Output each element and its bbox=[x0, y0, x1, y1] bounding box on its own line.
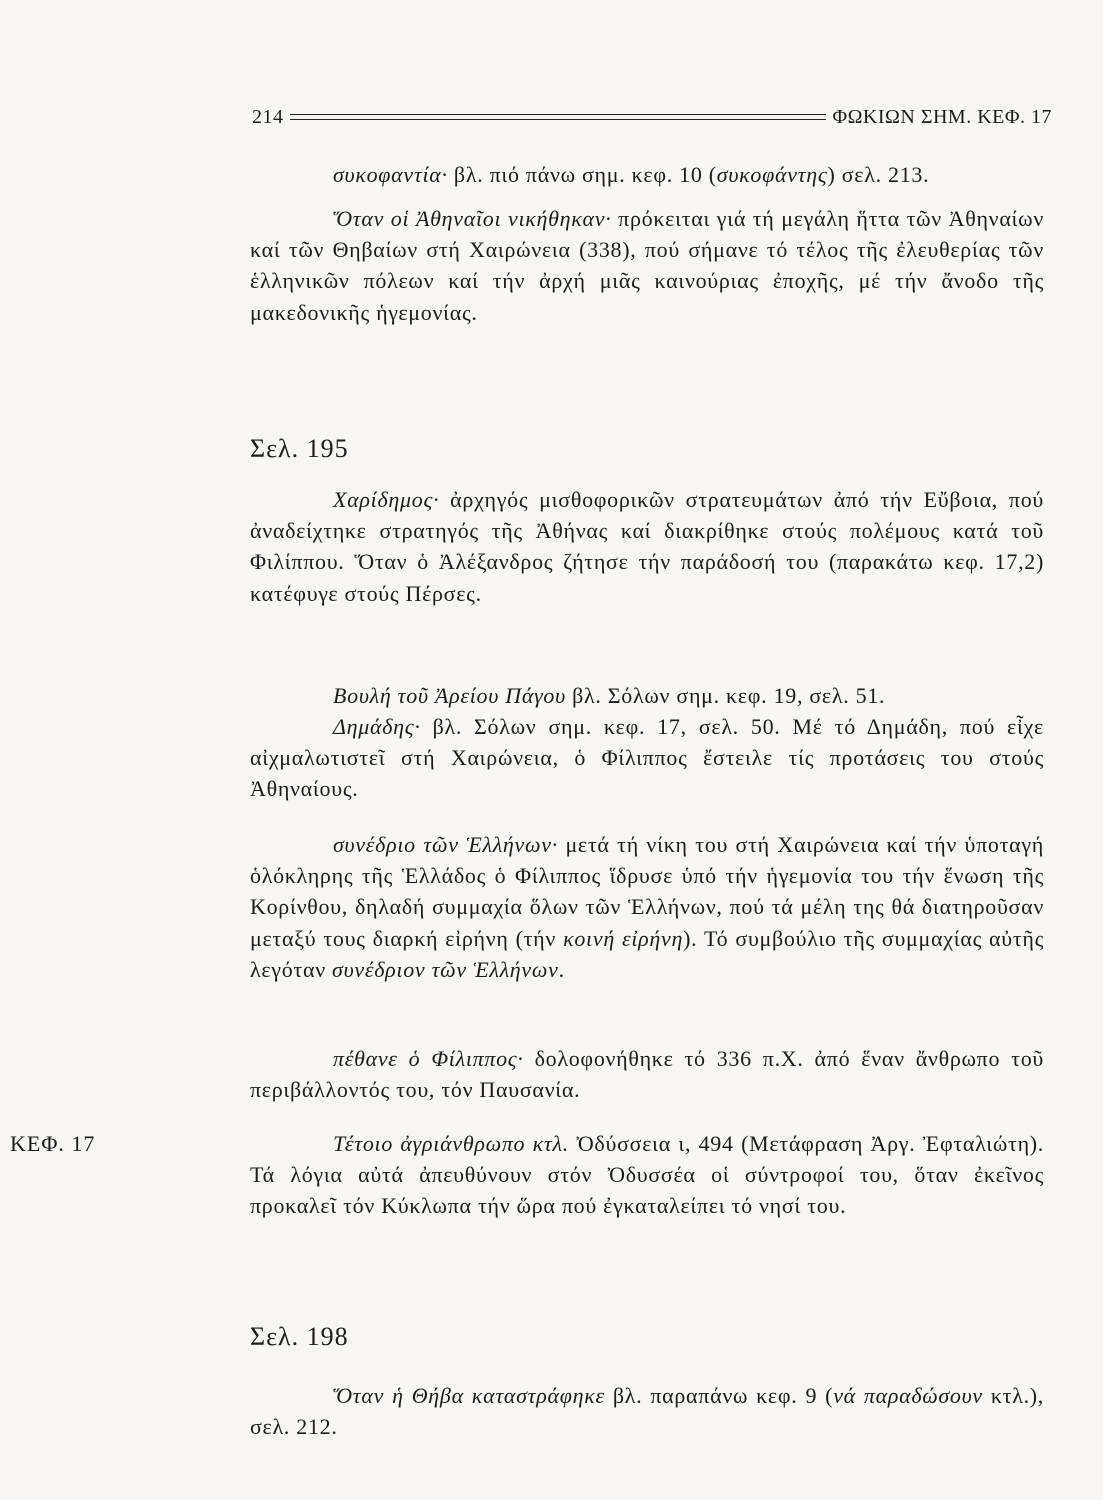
note-thebes-destroyed bbox=[250, 1380, 1044, 1442]
header-double-rule bbox=[290, 114, 827, 120]
note-text: . bbox=[558, 956, 565, 982]
note-term: νά παραδώσουν bbox=[833, 1383, 983, 1408]
note-paragraph bbox=[250, 829, 1044, 985]
note-text: βλ. Σόλων σημ. κεφ. 17, σελ. 50. Μέ τό Δημάδη, πού εἶχε αἰχμαλωτιστεῖ στή Χαιρώνεια, ὁ Φίλιππος ἔστειλε τίς προτάσεις του στούς Ἀθηναίους. bbox=[250, 714, 1044, 802]
note-term: Ὅταν ἡ Θήβα καταστράφηκε bbox=[333, 1383, 605, 1408]
section-heading-198: Σελ. 198 bbox=[250, 1322, 349, 1351]
note-demades bbox=[250, 711, 1044, 805]
running-title: ΦΩΚΙΩΝ ΣΗΜ. ΚΕΦ. 17 bbox=[832, 105, 1052, 128]
note-text: βλ. παραπάνω κεφ. 9 ( bbox=[604, 1383, 834, 1408]
note-philip-died bbox=[250, 1043, 1044, 1105]
note-term: Τέτοιο ἀγριάνθρωπο κτλ. bbox=[333, 1131, 569, 1156]
note-paragraph bbox=[250, 484, 1044, 609]
note-text: Ὀδύσσεια ι, 494 (Μετάφραση Ἀργ. Ἐφταλιώτη). Τά λόγια αὐτά ἀπευθύνουν στόν Ὀδυσσέα οἱ σύντροφοί του, ὅταν ἐκεῖνος προκαλεῖ τόν Κύκλωπα τήν ὥρα πού ἐγκαταλείπει τό νησί του. bbox=[250, 1131, 1045, 1219]
note-text: μετά τή νίκη του στή Χαιρώνεια καί τήν ὑποταγή ὁλόκληρης τῆς Ἑλλάδος ὁ Φίλιππος ἵδρυσε ὑπό τήν ἡγεμονία του τήν ἕνωση τῆς Κορίνθου, δηλαδή συμμαχία ὅλων τῶν Ἑλλήνων, πού τά μέλη της θά διατηροῦσαν μεταξύ τους διαρκή εἰρήνη (τήν bbox=[250, 832, 1044, 951]
margin-chapter-label: ΚΕΦ. 17 bbox=[10, 1131, 96, 1156]
note-term: συνέδριον τῶν Ἑλλήνων bbox=[332, 956, 559, 982]
note-text: ἀρχηγός μισθοφορικῶν στρατευμάτων ἀπό τήν Εὔβοια, πού ἀναδείχτηκε στρατηγός τῆς Ἀθήνας καί διακρίθηκε στούς πολέμους κατά τοῦ Φιλίππου. Ὅταν ὁ Ἀλέξανδρος ζήτησε τήν παράδοσή του (παρακάτω κεφ. 17,2) κατέφυγε στούς Πέρσες. bbox=[250, 487, 1044, 606]
note-paragraph bbox=[250, 203, 1044, 328]
note-paragraph bbox=[250, 1043, 1044, 1105]
note-text: πρόκειται γιά τή μεγάλη ἥττα τῶν Ἀθηναίων καί τῶν Θηβαίων στή Χαιρώνεια (338), πού σήμανε τό τέλος τῆς ἐλευθερίας τῶν ἑλληνικῶν πόλεων καί τήν ἀρχή μιᾶς καινούριας ἐποχῆς, μέ τήν ἄνοδο τῆς μακεδονικῆς ἡγεμονίας. bbox=[250, 206, 1044, 325]
note-term: συκοφάντης bbox=[716, 162, 828, 187]
note-text: κτλ.), σελ. 212. bbox=[250, 1383, 1044, 1440]
section-heading-195: Σελ. 195 bbox=[250, 434, 349, 463]
page-number: 214 bbox=[252, 105, 284, 128]
note-term: κοινή εἰρήνη bbox=[563, 925, 684, 951]
note-term: πέθανε ὁ Φίλιππος· bbox=[333, 1046, 524, 1071]
note-synedrion bbox=[250, 829, 1044, 985]
note-text: δολοφονήθηκε τό 336 π.Χ. ἀπό ἕναν ἄνθρωπο τοῦ περιβάλλοντός του, τόν Παυσανία. bbox=[250, 1046, 1044, 1103]
note-athenians-defeated bbox=[250, 203, 1044, 328]
running-header bbox=[252, 102, 1052, 132]
note-term: Ὅταν οἱ Ἀθηναῖοι νικήθηκαν· bbox=[333, 206, 612, 231]
note-text: ). Τό συμβούλιο τῆς συμμαχίας αὐτῆς λεγόταν bbox=[250, 925, 1045, 982]
note-term: Χαρίδημος· bbox=[333, 487, 440, 512]
note-term: Δημάδης· bbox=[333, 714, 421, 739]
note-term: συνέδριο τῶν Ἑλλήνων· bbox=[333, 832, 558, 857]
note-text: ) σελ. 213. bbox=[827, 162, 930, 187]
note-sykophantia bbox=[250, 159, 1044, 190]
note-paragraph bbox=[250, 680, 1044, 711]
note-term: συκοφαντία· bbox=[333, 162, 448, 187]
note-paragraph bbox=[250, 711, 1044, 805]
note-odyssey bbox=[250, 1128, 1044, 1222]
note-paragraph bbox=[250, 159, 1044, 190]
note-paragraph bbox=[250, 1128, 1044, 1222]
note-text: βλ. Σόλων σημ. κεφ. 19, σελ. 51. bbox=[565, 683, 886, 708]
note-areopagus bbox=[250, 680, 1044, 711]
note-charidemos bbox=[250, 484, 1044, 609]
note-text: βλ. πιό πάνω σημ. κεφ. 10 ( bbox=[447, 162, 717, 187]
note-term: Βουλή τοῦ Ἀρείου Πάγου bbox=[333, 683, 566, 708]
note-paragraph bbox=[250, 1380, 1044, 1442]
